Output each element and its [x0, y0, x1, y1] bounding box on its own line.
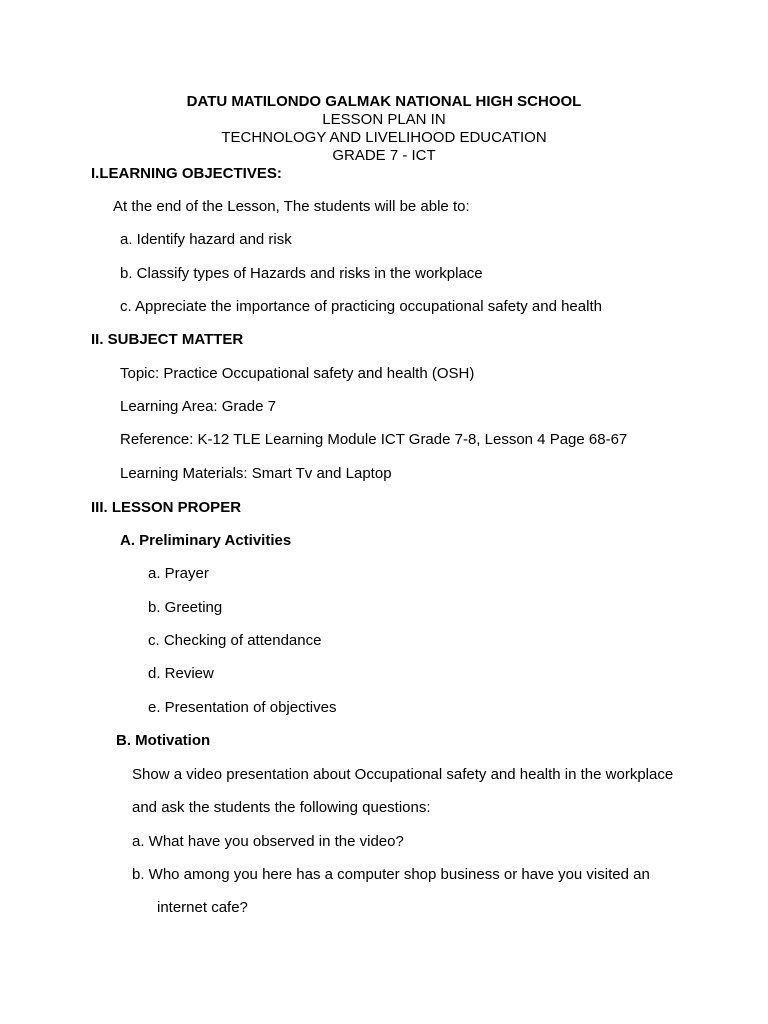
preliminary-item: a. Prayer — [148, 565, 209, 582]
subject-matter-heading: II. SUBJECT MATTER — [91, 331, 244, 348]
lesson-proper-heading: III. LESSON PROPER — [91, 499, 242, 516]
preliminary-heading: A. Preliminary Activities — [120, 532, 292, 549]
preliminary-item: b. Greeting — [148, 599, 223, 616]
preliminary-item: d. Review — [148, 665, 214, 682]
motivation-question-continued: internet cafe? — [157, 899, 248, 916]
motivation-text: and ask the students the following questions: — [132, 799, 431, 816]
motivation-question: a. What have you observed in the video? — [132, 833, 404, 850]
objectives-heading: I.LEARNING OBJECTIVES: — [91, 165, 282, 182]
objective-item: c. Appreciate the importance of practicing occupational safety and health — [120, 298, 602, 315]
preliminary-item: e. Presentation of objectives — [148, 699, 337, 716]
motivation-question: b. Who among you here has a computer shop business or have you visited an — [132, 866, 650, 883]
objectives-intro: At the end of the Lesson, The students will be able to: — [113, 198, 470, 215]
plan-title: LESSON PLAN IN — [322, 111, 446, 128]
motivation-heading: B. Motivation — [116, 732, 211, 749]
grade-title: GRADE 7 - ICT — [332, 147, 436, 164]
reference-line: Reference: K-12 TLE Learning Module ICT Grade 7-8, Lesson 4 Page 68-67 — [120, 431, 628, 448]
topic-line: Topic: Practice Occupational safety and health (OSH) — [120, 365, 475, 382]
objective-item: a. Identify hazard and risk — [120, 231, 292, 248]
subject-title: TECHNOLOGY AND LIVELIHOOD EDUCATION — [221, 129, 547, 146]
objective-item: b. Classify types of Hazards and risks in the workplace — [120, 265, 483, 282]
preliminary-item: c. Checking of attendance — [148, 632, 322, 649]
learning-area-line: Learning Area: Grade 7 — [120, 398, 276, 415]
materials-line: Learning Materials: Smart Tv and Laptop — [120, 465, 392, 482]
motivation-text: Show a video presentation about Occupational safety and health in the workplace — [132, 766, 674, 783]
school-name: DATU MATILONDO GALMAK NATIONAL HIGH SCHOOL — [186, 93, 582, 110]
